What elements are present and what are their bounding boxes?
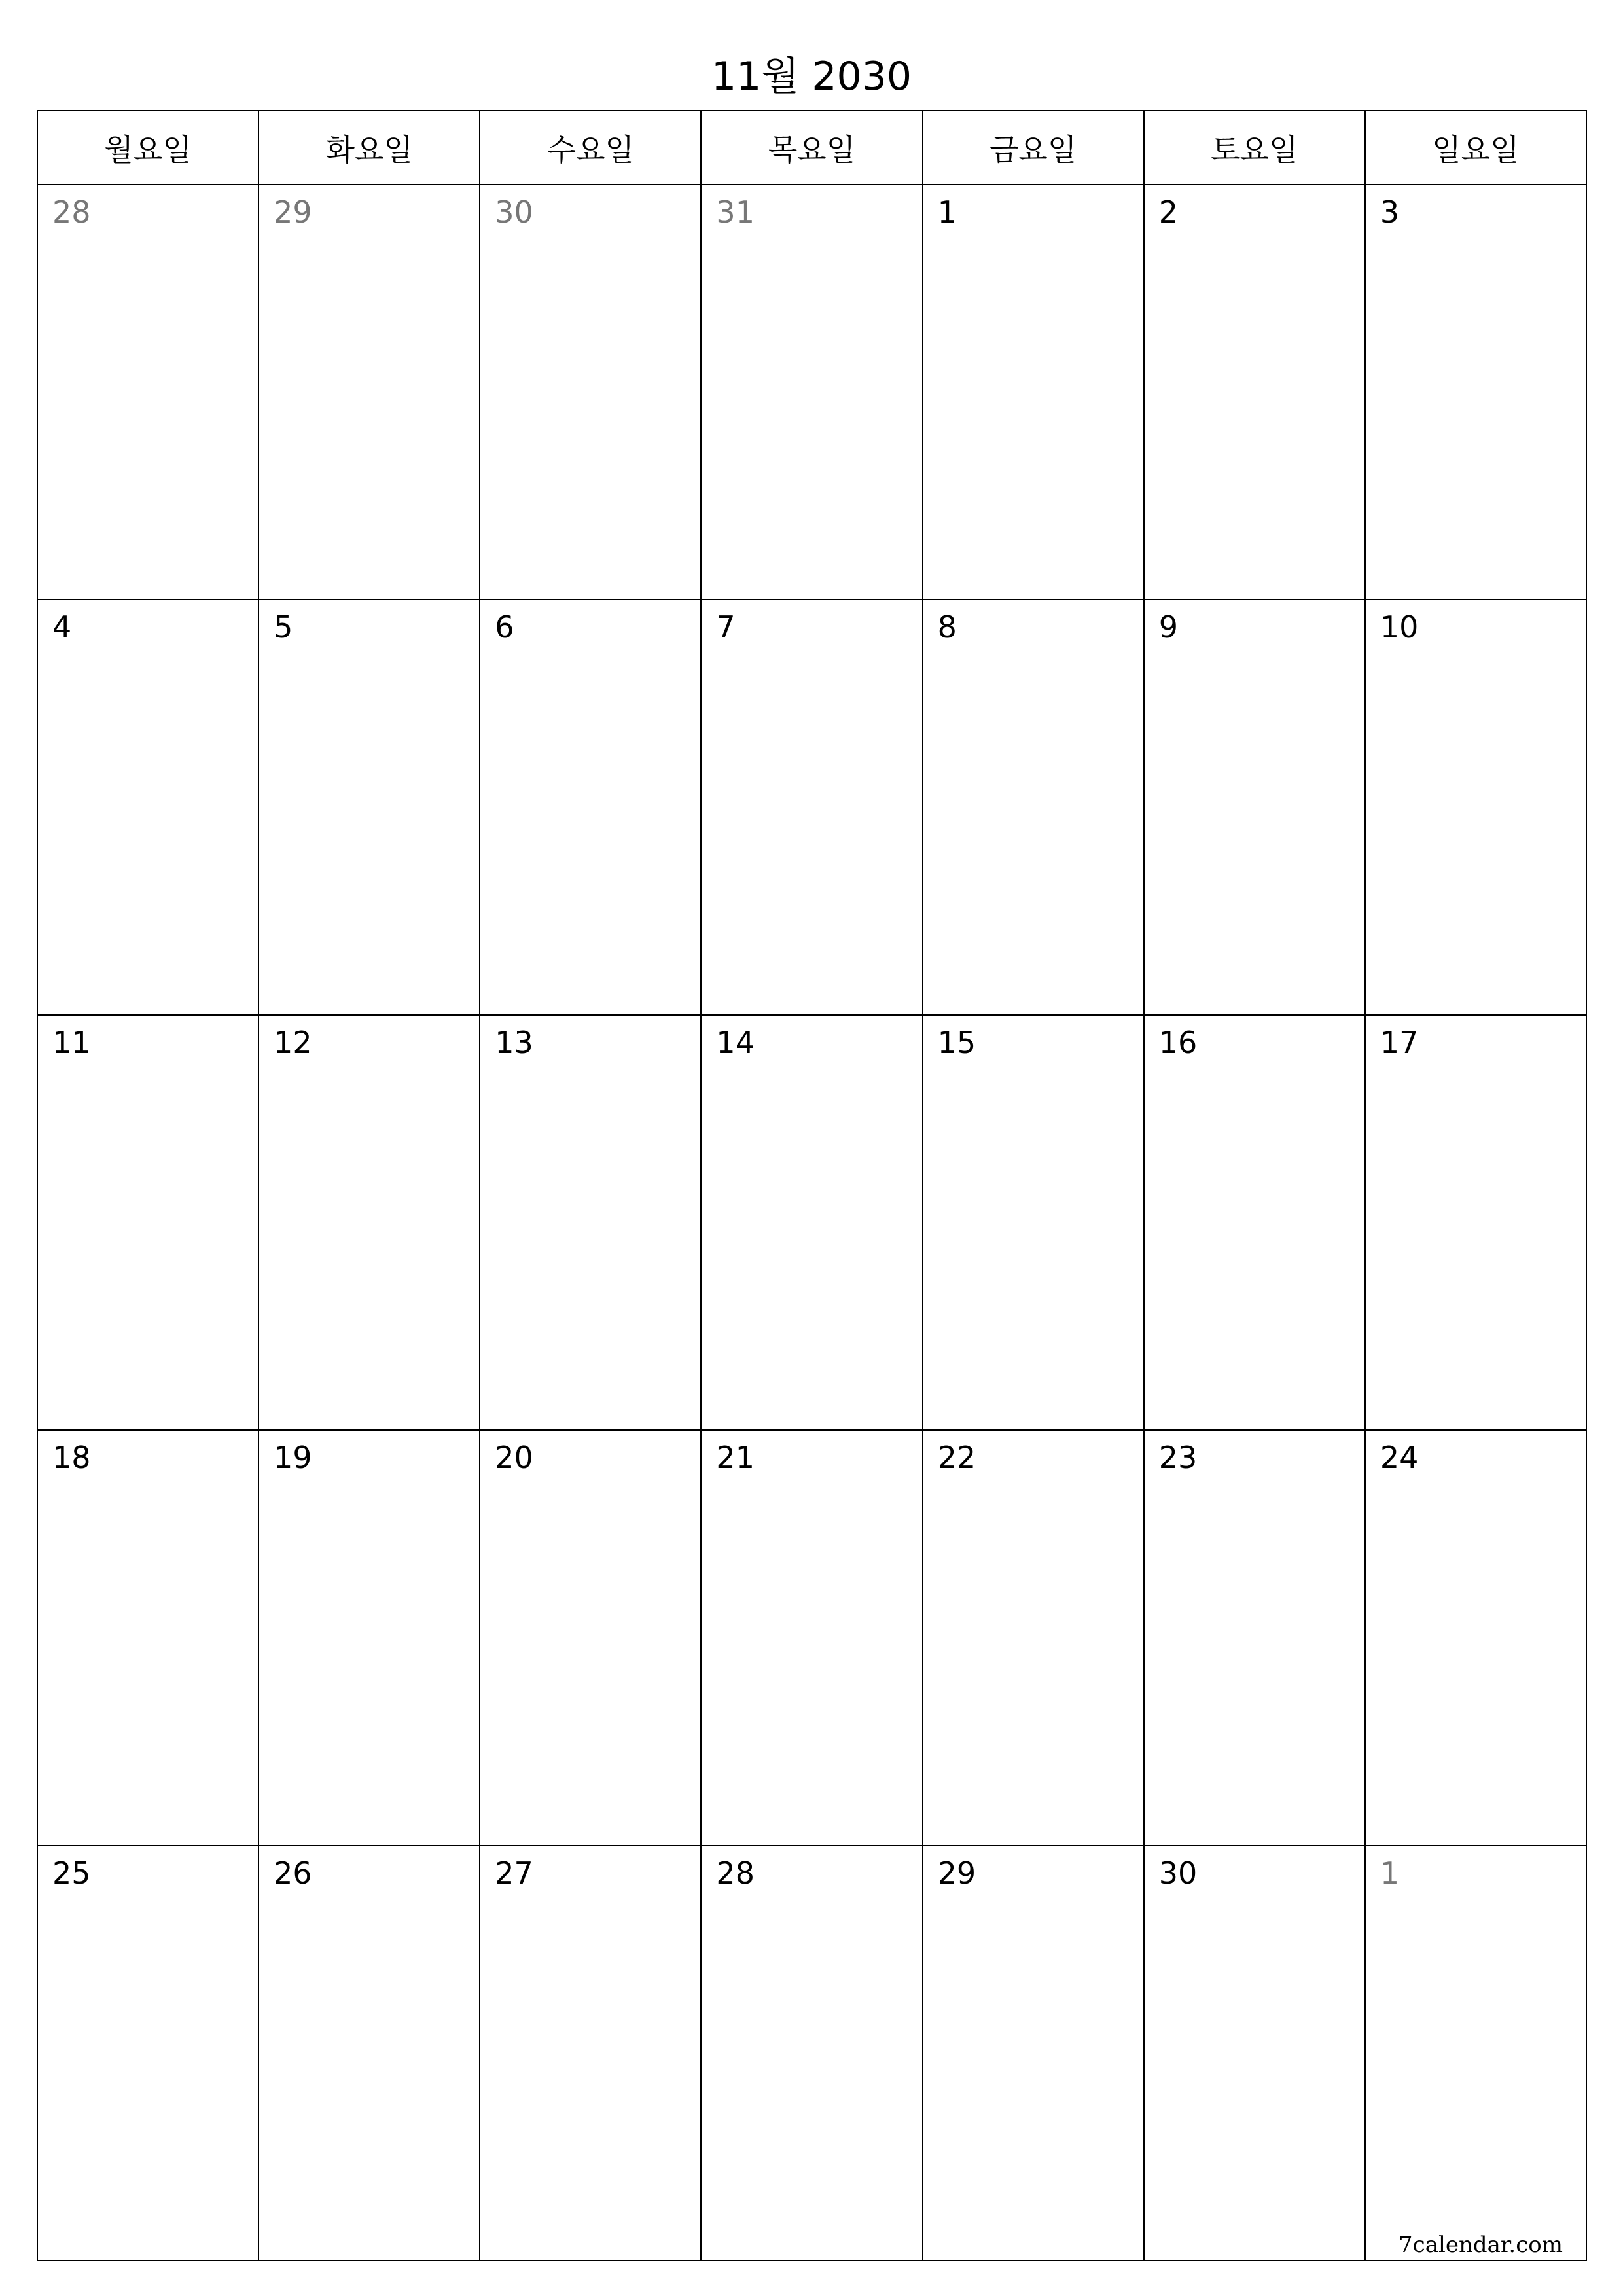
day-cell [38, 185, 259, 600]
weekday-header: 금요일 [923, 111, 1145, 185]
day-number: 28 [716, 1855, 755, 1891]
day-number: 18 [52, 1440, 91, 1476]
day-cell [923, 1431, 1145, 1846]
day-number: 21 [716, 1440, 755, 1476]
other-month-day-number: 28 [52, 194, 91, 230]
page-title: 11월 2030 [711, 54, 912, 99]
day-cell [38, 600, 259, 1015]
day-cell [702, 185, 923, 600]
other-month-day-number: 30 [495, 194, 533, 230]
weeks-container [38, 185, 1587, 2261]
day-cell [38, 1846, 259, 2261]
week-row [38, 600, 1587, 1015]
day-number: 23 [1158, 1440, 1198, 1476]
day-number: 11 [52, 1024, 91, 1060]
day-number: 14 [716, 1024, 755, 1060]
day-cell [923, 185, 1145, 600]
day-cell [1145, 185, 1366, 600]
watermark: 7calendar.com [1399, 2232, 1563, 2258]
other-month-day-number: 31 [716, 194, 755, 230]
weekday-header: 목요일 [702, 111, 923, 185]
day-cell [1145, 1016, 1366, 1431]
day-cell [38, 1016, 259, 1431]
day-number: 2 [1158, 194, 1178, 230]
day-cell [702, 1016, 923, 1431]
day-cell [259, 1016, 480, 1431]
calendar-grid [37, 110, 1587, 2261]
day-number: 7 [716, 609, 736, 645]
day-cell [702, 1431, 923, 1846]
weekday-header: 수요일 [480, 111, 702, 185]
day-number: 25 [52, 1855, 91, 1891]
day-number: 29 [937, 1855, 976, 1891]
day-cell [1366, 185, 1587, 600]
day-cell [1366, 1016, 1587, 1431]
day-cell [480, 1016, 702, 1431]
day-cell [1366, 600, 1587, 1015]
day-cell [259, 185, 480, 600]
day-cell [1145, 600, 1366, 1015]
day-cell [923, 1016, 1145, 1431]
day-number: 26 [274, 1855, 312, 1891]
weekday-header: 토요일 [1145, 111, 1366, 185]
day-number: 30 [1158, 1855, 1198, 1891]
day-number: 5 [274, 609, 293, 645]
day-number: 6 [495, 609, 514, 645]
day-cell [38, 1431, 259, 1846]
weekday-header: 일요일 [1366, 111, 1587, 185]
day-number: 17 [1380, 1024, 1419, 1060]
day-cell [259, 1846, 480, 2261]
day-number: 9 [1158, 609, 1178, 645]
day-number: 19 [274, 1440, 312, 1476]
day-cell [259, 1431, 480, 1846]
day-cell [923, 600, 1145, 1015]
weekday-header: 월요일 [38, 111, 259, 185]
week-row [38, 185, 1587, 600]
week-row [38, 1431, 1587, 1846]
day-cell [923, 1846, 1145, 2261]
other-month-day-number: 1 [1380, 1855, 1400, 1891]
day-number: 20 [495, 1440, 533, 1476]
day-number: 3 [1380, 194, 1400, 230]
day-cell [480, 1846, 702, 2261]
day-number: 8 [937, 609, 957, 645]
week-row [38, 1016, 1587, 1431]
day-number: 15 [937, 1024, 976, 1060]
day-cell [259, 600, 480, 1015]
day-number: 4 [52, 609, 72, 645]
day-cell [702, 1846, 923, 2261]
day-cell [1145, 1431, 1366, 1846]
day-cell [480, 600, 702, 1015]
other-month-day-number: 29 [274, 194, 312, 230]
day-cell [1366, 1846, 1587, 2261]
day-number: 1 [937, 194, 957, 230]
week-row [38, 1846, 1587, 2261]
weekday-header-row [38, 111, 1587, 185]
day-number: 13 [495, 1024, 533, 1060]
day-cell [702, 600, 923, 1015]
day-cell [480, 185, 702, 600]
weekday-header: 화요일 [259, 111, 480, 185]
day-number: 22 [937, 1440, 976, 1476]
day-number: 12 [274, 1024, 312, 1060]
day-number: 24 [1380, 1440, 1419, 1476]
day-number: 10 [1380, 609, 1419, 645]
day-number: 27 [495, 1855, 533, 1891]
day-number: 16 [1158, 1024, 1198, 1060]
day-cell [1366, 1431, 1587, 1846]
day-cell [1145, 1846, 1366, 2261]
day-cell [480, 1431, 702, 1846]
